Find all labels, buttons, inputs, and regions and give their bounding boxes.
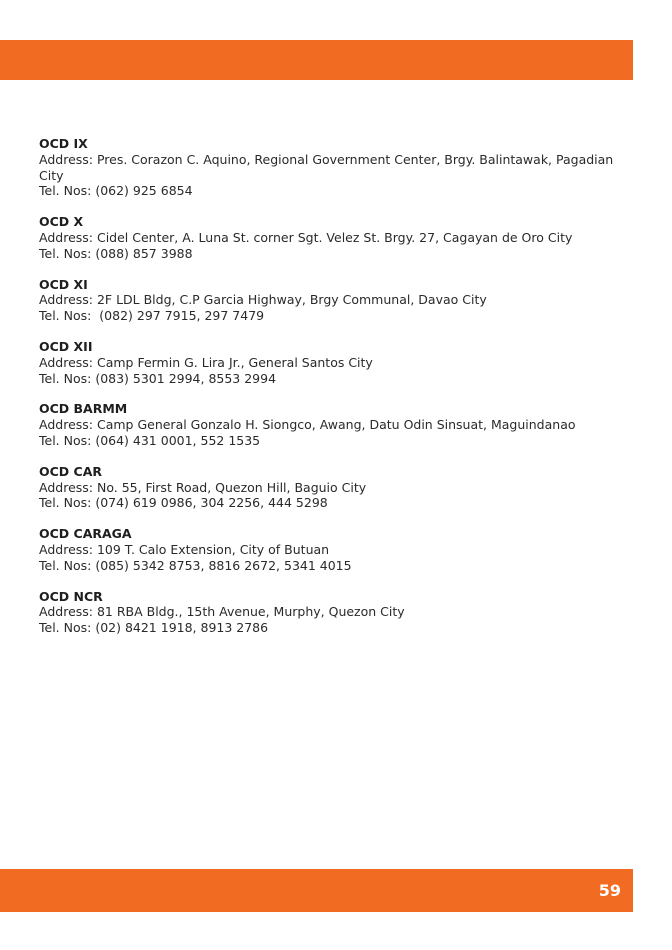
office-entry (39, 464, 629, 511)
office-directory (39, 136, 629, 651)
office-phone: Tel. Nos: (085) 5342 8753, 8816 2672, 5341 4015 (39, 557, 352, 573)
office-name: OCD IX (39, 136, 88, 151)
office-name: OCD XI (39, 276, 88, 292)
office-entry (39, 589, 629, 636)
office-phone: Tel. Nos: (088) 857 3988 (39, 245, 193, 261)
office-address: Address: 109 T. Calo Extension, City of Butuan (39, 541, 330, 557)
office-phone: Tel. Nos: (02) 8421 1918, 8913 2786 (39, 620, 269, 636)
office-phone: Tel. Nos: (074) 619 0986, 304 2256, 444 5298 (39, 495, 328, 511)
office-phone: Tel. Nos: (083) 5301 2994, 8553 2994 (39, 370, 277, 386)
office-name: OCD CAR (39, 463, 103, 479)
office-phone: Tel. Nos: (064) 431 0001, 552 1535 (39, 432, 261, 448)
office-name: OCD X (39, 214, 84, 230)
office-name: OCD BARMM (39, 401, 128, 417)
office-address: Address: 2F LDL Bldg, C.P Garcia Highway, Brgy Communal, Davao City (39, 292, 487, 308)
office-name: OCD XII (39, 338, 93, 354)
office-address: Address: Camp Fermin G. Lira Jr., General Santos City (39, 354, 373, 370)
office-name: OCD NCR (39, 588, 103, 604)
office-address: Address: Pres. Corazon C. Aquino, Regional Government Center, Brgy. Balintawak, Pagadian City (39, 151, 614, 183)
office-address: Address: No. 55, First Road, Quezon Hill, Baguio City (39, 479, 367, 495)
office-entry (39, 526, 629, 573)
office-address: Address: Cidel Center, A. Luna St. corner Sgt. Velez St. Brgy. 27, Cagayan de Oro City (39, 229, 573, 245)
footer-accent-bar (0, 869, 633, 912)
office-address: Address: Camp General Gonzalo H. Siongco, Awang, Datu Odin Sinsuat, Maguindanao (39, 417, 576, 433)
office-address: Address: 81 RBA Bldg., 15th Avenue, Murphy, Quezon City (39, 604, 405, 620)
office-entry (39, 339, 629, 386)
header-accent-bar (0, 40, 633, 80)
office-entry (39, 136, 629, 199)
office-entry (39, 214, 629, 261)
page-number: 59 (598, 881, 621, 900)
office-entry (39, 277, 629, 324)
office-entry (39, 401, 629, 448)
office-phone: Tel. Nos: (082) 297 7915, 297 7479 (39, 308, 265, 324)
office-name: OCD CARAGA (39, 526, 132, 542)
office-phone: Tel. Nos: (062) 925 6854 (39, 183, 193, 199)
